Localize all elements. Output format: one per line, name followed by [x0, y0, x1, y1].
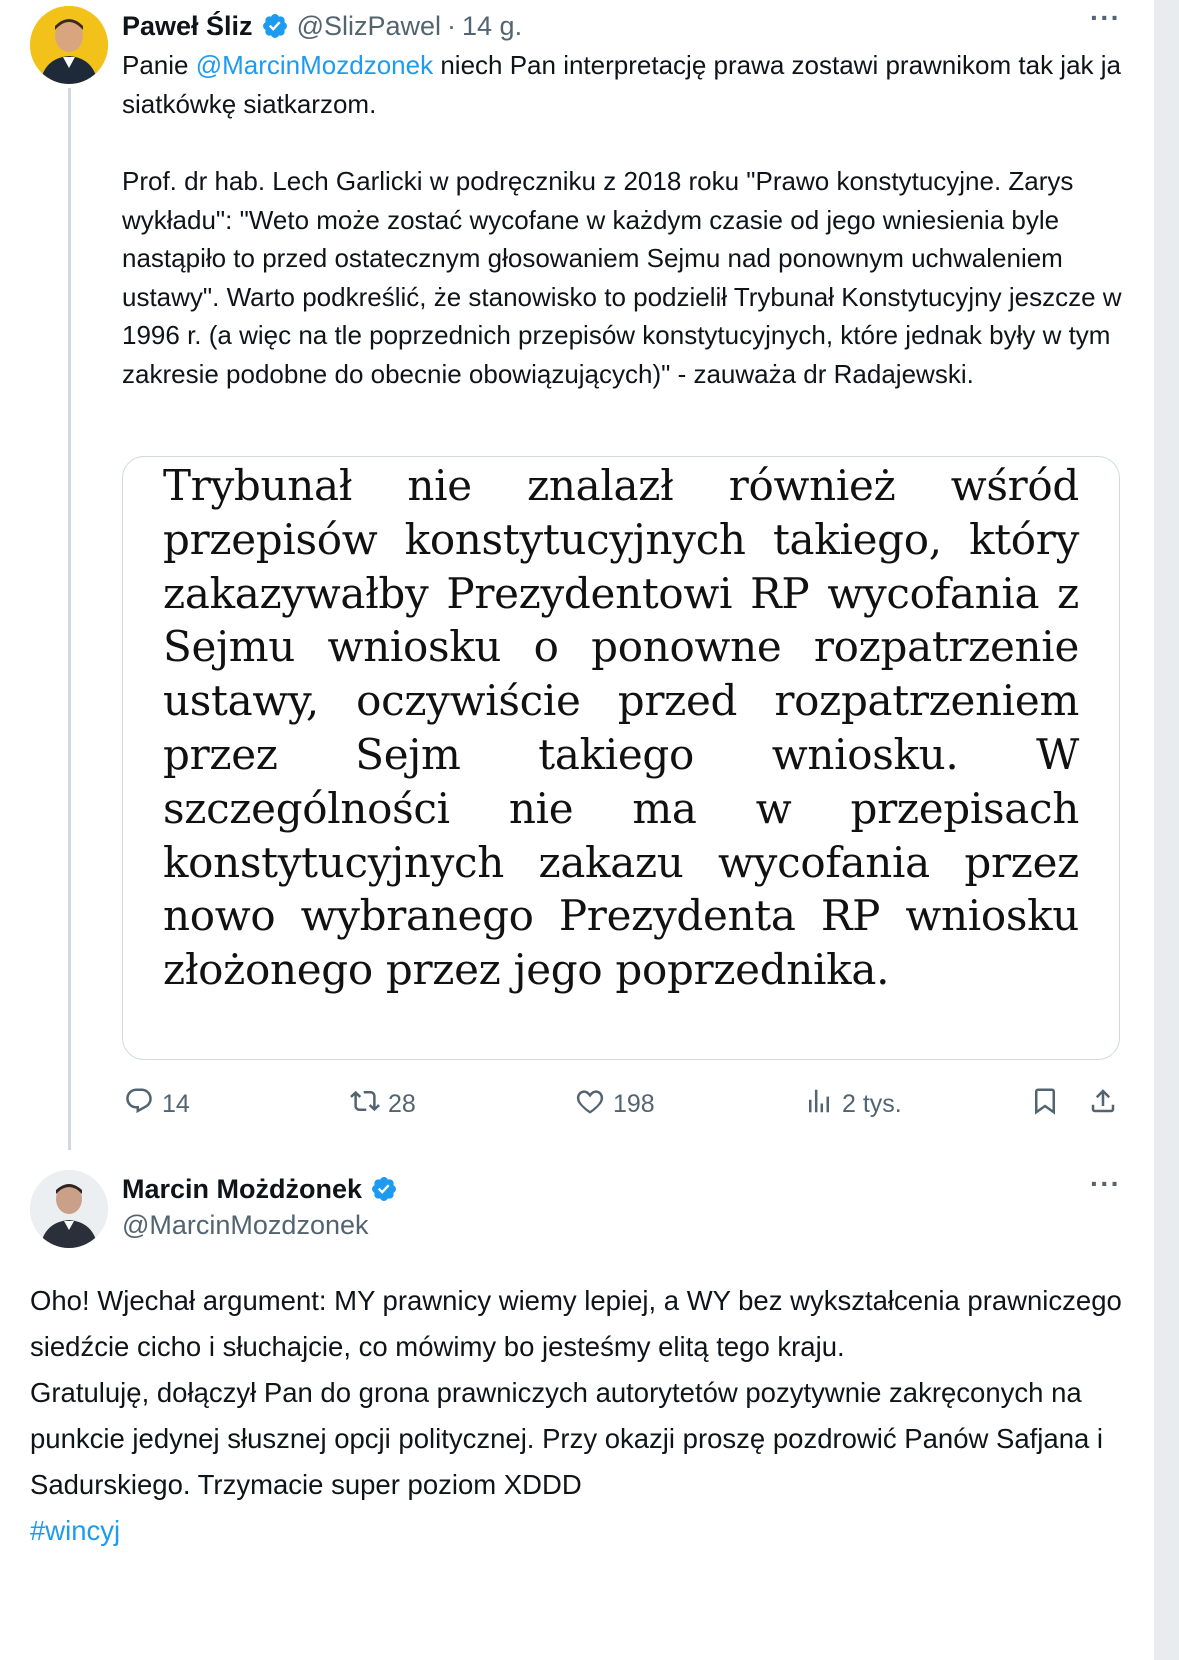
hashtag-link[interactable]: #wincyj — [30, 1515, 121, 1546]
avatar[interactable] — [30, 6, 108, 84]
like-count: 198 — [613, 1090, 655, 1118]
more-options-icon[interactable]: ··· — [1090, 1168, 1121, 1199]
mention-link[interactable]: @MarcinMozdzonek — [195, 50, 434, 80]
timestamp[interactable]: 14 g. — [462, 10, 523, 41]
reply-body: Oho! Wjechał argument: MY prawnicy wiemy lepiej, a WY bez wykształcenia prawniczego siedźcie cicho i słuchajcie, co mówimy bo jesteśmy elitą tego kraju. Gratuluję, dołączył Pan do grona prawniczych autorytetów pozytywnie zakręconych na punkcie jedynej słusznej opcji politycznej. Przy okazji proszę pozdrowić Panów Safjana i Sadurskiego. Trzymacie super poziom XDDD — [30, 1285, 1122, 1500]
tweet-text — [122, 46, 1132, 123]
tweet-text — [30, 1278, 1140, 1554]
tweet-text-prefix: Panie — [122, 50, 196, 80]
avatar[interactable] — [30, 1170, 108, 1248]
retweet-count: 28 — [388, 1090, 416, 1118]
share-icon — [1088, 1086, 1126, 1123]
bookmark-button[interactable] — [1030, 1086, 1068, 1123]
retweet-button[interactable] — [350, 1086, 416, 1123]
heart-icon — [575, 1086, 613, 1123]
separator-dot: · — [447, 10, 457, 41]
views-icon — [804, 1086, 842, 1123]
more-options-icon[interactable]: ··· — [1090, 2, 1121, 33]
verified-badge-icon — [261, 12, 289, 40]
author-handle[interactable]: @MarcinMozdzonek — [122, 1210, 369, 1240]
window-edge — [1154, 0, 1179, 1660]
attached-image-card[interactable] — [122, 456, 1120, 1060]
retweet-icon — [350, 1086, 388, 1123]
tweet-text-suffix: niech Pan interpretację prawa zostawi prawnikom tak jak ja siatkówkę siatkarzom. — [122, 50, 1121, 119]
thread-connector-line — [68, 88, 71, 1150]
views-button[interactable] — [804, 1086, 902, 1123]
tweet-header — [122, 1168, 406, 1210]
reply-icon — [124, 1086, 162, 1123]
views-count: 2 tys. — [842, 1090, 902, 1118]
bookmark-icon — [1030, 1086, 1068, 1123]
share-button[interactable] — [1088, 1086, 1126, 1123]
author-name[interactable]: Marcin Możdżonek — [122, 1173, 363, 1204]
reply-button[interactable] — [124, 1086, 190, 1123]
tweet-header — [122, 6, 522, 46]
verified-badge-icon — [370, 1175, 398, 1203]
reply-count: 14 — [162, 1090, 190, 1118]
author-handle[interactable]: @SlizPawel — [296, 10, 442, 41]
quoted-document-text: Trybunał nie znalazł również wśród przepisów konstytucyjnych takiego, który zakazywałby Prezydentowi RP wycofania z Sejmu wniosku o ponowne rozpatrzenie ustawy, oczywiście przed rozpatrzeniem przez Sejm takiego wniosku. W szczególności nie ma w przepisach konstytucyjnych zakazu wycofania przez nowo wybranego Prezydenta RP wniosku złożonego przez jego poprzednika. — [163, 461, 1079, 995]
like-button[interactable] — [575, 1086, 655, 1123]
author-name[interactable]: Paweł Śliz — [122, 10, 253, 41]
tweet-paragraph: Prof. dr hab. Lech Garlicki w podręczniku z 2018 roku "Prawo konstytucyjne. Zarys wykładu": "Weto może zostać wycofane w każdym czasie od jego wniesienia byle nastąpiło to przed ostatecznym głosowaniem Sejmu nad ponownym uchwaleniem ustawy". Warto podkreślić, że stanowisko to podzielił Trybunał Konstytucyjny jeszcze w 1996 r. (a więc na tle poprzednich przepisów konstytucyjnych, które jednak były w tym zakresie podobne do obecnie obowiązujących)" - zauważa dr Radajewski. — [122, 166, 1122, 389]
tweet-action-bar — [0, 1086, 1179, 1126]
